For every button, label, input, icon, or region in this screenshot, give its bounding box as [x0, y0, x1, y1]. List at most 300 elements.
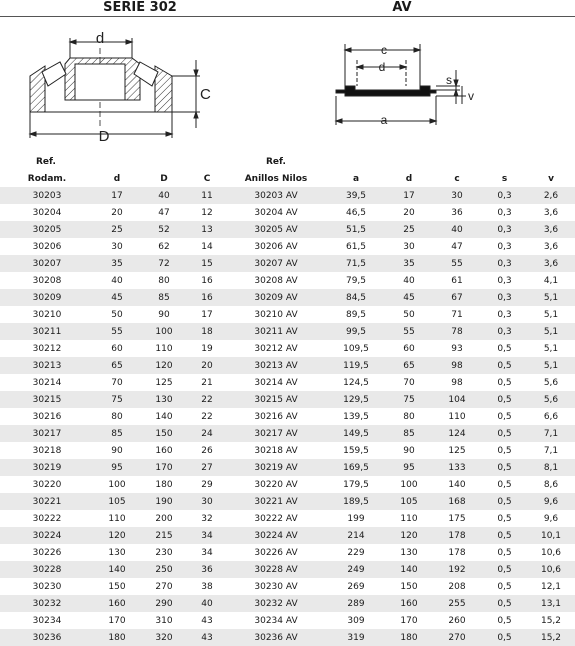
- table-cell: 50: [403, 309, 415, 320]
- table-cell: 139,5: [343, 411, 369, 422]
- table-cell: 95: [111, 462, 123, 473]
- table-row: [0, 357, 575, 374]
- table-cell: 85: [403, 428, 415, 439]
- table-cell: 260: [448, 615, 466, 626]
- table-cell: 99,5: [345, 326, 367, 337]
- table-cell: 192: [448, 564, 466, 575]
- table-cell: 120: [155, 360, 173, 371]
- table-cell: 0,5: [497, 360, 512, 371]
- table-cell: 30207 AV: [254, 258, 298, 269]
- table-cell: 208: [448, 581, 466, 592]
- table-cell: 175: [448, 513, 466, 524]
- table-cell: 30209 AV: [254, 292, 298, 303]
- table-cell: 34: [201, 547, 213, 558]
- table-cell: 80: [403, 411, 415, 422]
- table-cell: 0,3: [497, 190, 512, 201]
- table-cell: 0,5: [497, 479, 512, 490]
- table-row: [0, 578, 575, 595]
- table-cell: 26: [201, 445, 213, 456]
- table-cell: 30205: [32, 224, 62, 235]
- column-header: a: [352, 174, 360, 184]
- table-cell: 90: [403, 445, 415, 456]
- table-cell: 79,5: [345, 275, 367, 286]
- table-cell: 30217 AV: [254, 428, 298, 439]
- table-cell: 60: [111, 343, 123, 354]
- table-cell: 0,5: [497, 445, 512, 456]
- table-cell: 140: [400, 564, 418, 575]
- table-cell: 34: [201, 530, 213, 541]
- table-cell: 19: [201, 343, 213, 354]
- table-cell: 20: [111, 207, 123, 218]
- dim-label-v: v: [468, 89, 474, 103]
- table-row: [0, 459, 575, 476]
- table-cell: 5,1: [543, 292, 559, 303]
- table-cell: 0,5: [497, 496, 512, 507]
- table-cell: 30236 AV: [254, 632, 298, 643]
- table-cell: 22: [201, 394, 213, 405]
- table-cell: 180: [155, 479, 173, 490]
- table-cell: 24: [201, 428, 213, 439]
- dim-label-D: D: [98, 128, 110, 145]
- table-row: [0, 442, 575, 459]
- table-cell: 62: [158, 241, 170, 252]
- column-header: c: [454, 174, 460, 184]
- table-cell: 290: [155, 598, 173, 609]
- table-cell: 30224 AV: [254, 530, 298, 541]
- table-cell: 269: [347, 581, 365, 592]
- table-cell: 5,1: [543, 309, 559, 320]
- table-cell: 104: [448, 394, 466, 405]
- table-cell: 9,6: [543, 513, 559, 524]
- table-row: [0, 510, 575, 527]
- table-cell: 229: [347, 547, 365, 558]
- table-cell: 0,3: [497, 224, 512, 235]
- table-cell: 90: [158, 309, 170, 320]
- table-cell: 30: [111, 241, 123, 252]
- table-cell: 180: [108, 632, 126, 643]
- table-cell: 6,6: [543, 411, 559, 422]
- table-cell: 30205 AV: [254, 224, 298, 235]
- table-cell: 45: [403, 292, 415, 303]
- table-cell: 12: [201, 207, 213, 218]
- bearing-drawing: [30, 38, 200, 138]
- table-cell: 30: [201, 496, 213, 507]
- table-cell: 8,1: [543, 462, 559, 473]
- table-cell: 25: [111, 224, 123, 235]
- table-cell: 0,5: [497, 462, 512, 473]
- table-cell: 125: [448, 445, 466, 456]
- table-cell: 150: [400, 581, 418, 592]
- table-row: [0, 340, 575, 357]
- table-cell: 55: [403, 326, 415, 337]
- table-cell: 65: [111, 360, 123, 371]
- table-cell: 20: [201, 360, 213, 371]
- table-cell: 30216 AV: [254, 411, 298, 422]
- table-cell: 5,1: [543, 360, 559, 371]
- table-row: [0, 544, 575, 561]
- table-cell: 100: [108, 479, 126, 490]
- table-cell: 110: [155, 343, 173, 354]
- table-cell: 30226: [32, 547, 62, 558]
- table-cell: 140: [108, 564, 126, 575]
- table-row: [0, 255, 575, 272]
- table-cell: 189,5: [343, 496, 369, 507]
- table-row: [0, 425, 575, 442]
- table-row: [0, 204, 575, 221]
- ref-label-left: Ref.: [36, 157, 56, 167]
- table-cell: 43: [201, 632, 213, 643]
- table-cell: 2,6: [543, 190, 559, 201]
- table-cell: 150: [155, 428, 173, 439]
- table-cell: 22: [201, 411, 213, 422]
- table-cell: 30221 AV: [254, 496, 298, 507]
- table-cell: 130: [108, 547, 126, 558]
- table-cell: 7,1: [543, 445, 559, 456]
- ref-label-right: Ref.: [266, 157, 286, 167]
- table-cell: 160: [400, 598, 418, 609]
- table-cell: 40: [201, 598, 213, 609]
- table-cell: 30206: [32, 241, 62, 252]
- table-cell: 120: [400, 530, 418, 541]
- table-cell: 168: [448, 496, 466, 507]
- table-cell: 30232: [32, 598, 62, 609]
- table-cell: 109,5: [343, 343, 369, 354]
- table-row: [0, 306, 575, 323]
- table-cell: 0,3: [497, 258, 512, 269]
- column-header: v: [548, 174, 554, 184]
- technical-drawings: [0, 0, 575, 155]
- table-cell: 30222: [32, 513, 62, 524]
- table-cell: 36: [451, 207, 463, 218]
- table-cell: 0,5: [497, 530, 512, 541]
- table-cell: 30226 AV: [254, 547, 298, 558]
- table-cell: 129,5: [343, 394, 369, 405]
- table-cell: 3,6: [543, 207, 559, 218]
- table-cell: 170: [155, 462, 173, 473]
- table-cell: 16: [201, 292, 213, 303]
- table-cell: 130: [400, 547, 418, 558]
- table-cell: 0,5: [497, 394, 512, 405]
- table-cell: 270: [155, 581, 173, 592]
- table-row: [0, 527, 575, 544]
- table-cell: 180: [400, 632, 418, 643]
- table-cell: 30212 AV: [254, 343, 298, 354]
- table-cell: 3,6: [543, 241, 559, 252]
- table-cell: 72: [158, 258, 170, 269]
- table-cell: 30220 AV: [254, 479, 298, 490]
- table-cell: 30216: [32, 411, 62, 422]
- table-cell: 30215 AV: [254, 394, 298, 405]
- table-cell: 124: [448, 428, 466, 439]
- table-row: [0, 612, 575, 629]
- table-cell: 0,5: [497, 428, 512, 439]
- table-cell: 11: [201, 190, 213, 201]
- table-cell: 17: [403, 190, 415, 201]
- table-cell: 5,6: [543, 394, 559, 405]
- table-cell: 150: [108, 581, 126, 592]
- table-cell: 140: [448, 479, 466, 490]
- table-cell: 55: [451, 258, 463, 269]
- column-header: Anillos Nilos: [244, 174, 308, 184]
- table-row: [0, 187, 575, 204]
- table-cell: 40: [403, 275, 415, 286]
- table-cell: 27: [201, 462, 213, 473]
- table-cell: 70: [111, 377, 123, 388]
- table-cell: 200: [155, 513, 173, 524]
- table-cell: 15,2: [540, 615, 562, 626]
- table-cell: 30222 AV: [254, 513, 298, 524]
- table-cell: 84,5: [345, 292, 367, 303]
- table-cell: 100: [155, 326, 173, 337]
- table-cell: 105: [400, 496, 418, 507]
- dim-label-C: C: [200, 86, 211, 103]
- table-cell: 320: [155, 632, 173, 643]
- table-cell: 30214 AV: [254, 377, 298, 388]
- table-cell: 0,5: [497, 513, 512, 524]
- table-cell: 75: [403, 394, 415, 405]
- table-cell: 30204: [32, 207, 62, 218]
- table-cell: 65: [403, 360, 415, 371]
- table-cell: 0,5: [497, 615, 512, 626]
- table-cell: 30211: [32, 326, 62, 337]
- table-cell: 178: [448, 530, 466, 541]
- table-cell: 40: [111, 275, 123, 286]
- table-cell: 52: [158, 224, 170, 235]
- table-cell: 39,5: [345, 190, 367, 201]
- table-cell: 30230 AV: [254, 581, 298, 592]
- table-cell: 71: [451, 309, 463, 320]
- table-cell: 61,5: [345, 241, 367, 252]
- table-row: [0, 323, 575, 340]
- table-cell: 124,5: [343, 377, 369, 388]
- table-cell: 30218 AV: [254, 445, 298, 456]
- table-cell: 29: [201, 479, 213, 490]
- table-cell: 30224: [32, 530, 62, 541]
- table-cell: 14: [201, 241, 213, 252]
- table-cell: 30214: [32, 377, 62, 388]
- table-cell: 4,1: [543, 275, 559, 286]
- table-cell: 30208 AV: [254, 275, 298, 286]
- table-cell: 45: [111, 292, 123, 303]
- table-cell: 89,5: [345, 309, 367, 320]
- table-cell: 140: [155, 411, 173, 422]
- table-cell: 16: [201, 275, 213, 286]
- table-cell: 30236: [32, 632, 62, 643]
- table-cell: 30215: [32, 394, 62, 405]
- table-cell: 10,6: [540, 547, 562, 558]
- table-cell: 40: [158, 190, 170, 201]
- table-cell: 110: [448, 411, 466, 422]
- table-cell: 5,1: [543, 343, 559, 354]
- table-cell: 30218: [32, 445, 62, 456]
- table-cell: 3,6: [543, 224, 559, 235]
- table-cell: 60: [403, 343, 415, 354]
- table-cell: 30220: [32, 479, 62, 490]
- table-cell: 21: [201, 377, 213, 388]
- table-cell: 18: [201, 326, 213, 337]
- table-cell: 30203: [32, 190, 62, 201]
- table-cell: 7,1: [543, 428, 559, 439]
- table-cell: 149,5: [343, 428, 369, 439]
- table-cell: 98: [451, 377, 463, 388]
- table-cell: 125: [155, 377, 173, 388]
- table-cell: 30209: [32, 292, 62, 303]
- table-cell: 71,5: [345, 258, 367, 269]
- table-cell: 120: [108, 530, 126, 541]
- table-cell: 40: [451, 224, 463, 235]
- table-row: [0, 221, 575, 238]
- table-cell: 30234: [32, 615, 62, 626]
- table-cell: 35: [403, 258, 415, 269]
- dim-label-a: a: [380, 113, 388, 127]
- table-cell: 30213 AV: [254, 360, 298, 371]
- table-cell: 85: [111, 428, 123, 439]
- table-cell: 0,5: [497, 377, 512, 388]
- table-cell: 5,1: [543, 326, 559, 337]
- table-cell: 119,5: [343, 360, 369, 371]
- table-cell: 85: [158, 292, 170, 303]
- table-cell: 35: [111, 258, 123, 269]
- table-cell: 61: [451, 275, 463, 286]
- table-cell: 30208: [32, 275, 62, 286]
- dim-label-c: c: [381, 43, 387, 57]
- table-cell: 179,5: [343, 479, 369, 490]
- table-cell: 36: [201, 564, 213, 575]
- table-cell: 13,1: [540, 598, 562, 609]
- table-cell: 32: [201, 513, 213, 524]
- table-cell: 215: [155, 530, 173, 541]
- table-cell: 30228: [32, 564, 62, 575]
- table-cell: 0,5: [497, 632, 512, 643]
- table-cell: 159,5: [343, 445, 369, 456]
- table-header-row: [0, 171, 575, 187]
- table-cell: 12,1: [540, 581, 562, 592]
- table-cell: 30219: [32, 462, 62, 473]
- table-cell: 15: [201, 258, 213, 269]
- table-cell: 249: [347, 564, 365, 575]
- table-cell: 319: [347, 632, 365, 643]
- table-cell: 50: [111, 309, 123, 320]
- table-cell: 0,3: [497, 241, 512, 252]
- column-header: d: [405, 174, 413, 184]
- table-cell: 30210 AV: [254, 309, 298, 320]
- table-cell: 30230: [32, 581, 62, 592]
- table-cell: 47: [451, 241, 463, 252]
- table-cell: 309: [347, 615, 365, 626]
- table-cell: 190: [155, 496, 173, 507]
- table-cell: 43: [201, 615, 213, 626]
- table-cell: 310: [155, 615, 173, 626]
- column-header: D: [160, 174, 168, 184]
- dimensions-table: [0, 171, 575, 646]
- table-cell: 133: [448, 462, 466, 473]
- table-cell: 90: [111, 445, 123, 456]
- table-cell: 38: [201, 581, 213, 592]
- table-cell: 30217: [32, 428, 62, 439]
- table-cell: 10,1: [540, 530, 562, 541]
- table-cell: 255: [448, 598, 466, 609]
- table-cell: 8,6: [543, 479, 559, 490]
- table-cell: 30211 AV: [254, 326, 298, 337]
- table-cell: 20: [403, 207, 415, 218]
- table-cell: 25: [403, 224, 415, 235]
- table-cell: 30234 AV: [254, 615, 298, 626]
- table-cell: 160: [155, 445, 173, 456]
- table-cell: 30210: [32, 309, 62, 320]
- table-cell: 30203 AV: [254, 190, 298, 201]
- table-row: [0, 629, 575, 646]
- table-cell: 17: [111, 190, 123, 201]
- table-row: [0, 493, 575, 510]
- table-cell: 17: [201, 309, 213, 320]
- table-cell: 67: [451, 292, 463, 303]
- table-cell: 5,6: [543, 377, 559, 388]
- table-cell: 30: [451, 190, 463, 201]
- table-cell: 30228 AV: [254, 564, 298, 575]
- table-cell: 169,5: [343, 462, 369, 473]
- table-cell: 199: [347, 513, 365, 524]
- table-cell: 0,3: [497, 275, 512, 286]
- table-cell: 0,3: [497, 292, 512, 303]
- column-header: C: [203, 174, 211, 184]
- table-cell: 80: [158, 275, 170, 286]
- table-cell: 10,6: [540, 564, 562, 575]
- table-cell: 250: [155, 564, 173, 575]
- table-cell: 0,5: [497, 343, 512, 354]
- table-cell: 270: [448, 632, 466, 643]
- table-cell: 0,5: [497, 564, 512, 575]
- table-cell: 170: [108, 615, 126, 626]
- table-cell: 15,2: [540, 632, 562, 643]
- table-cell: 160: [108, 598, 126, 609]
- table-cell: 110: [400, 513, 418, 524]
- table-cell: 214: [347, 530, 365, 541]
- table-cell: 51,5: [345, 224, 367, 235]
- dim-label-d: d: [95, 30, 105, 47]
- column-header: d: [113, 174, 121, 184]
- table-cell: 0,5: [497, 581, 512, 592]
- table-cell: 100: [400, 479, 418, 490]
- table-cell: 98: [451, 360, 463, 371]
- column-header: s: [501, 174, 508, 184]
- table-cell: 170: [400, 615, 418, 626]
- table-cell: 78: [451, 326, 463, 337]
- table-row: [0, 289, 575, 306]
- series-title: SERIE 302: [103, 0, 177, 15]
- table-cell: 110: [108, 513, 126, 524]
- table-cell: 0,3: [497, 309, 512, 320]
- av-title: AV: [392, 0, 412, 15]
- table-cell: 95: [403, 462, 415, 473]
- table-cell: 3,6: [543, 258, 559, 269]
- table-cell: 30232 AV: [254, 598, 298, 609]
- table-cell: 0,5: [497, 598, 512, 609]
- table-row: [0, 476, 575, 493]
- table-cell: 46,5: [345, 207, 367, 218]
- table-cell: 30: [403, 241, 415, 252]
- column-header: Rodam.: [27, 174, 67, 184]
- table-cell: 130: [155, 394, 173, 405]
- table-cell: 0,5: [497, 411, 512, 422]
- table-cell: 70: [403, 377, 415, 388]
- table-body: [0, 187, 575, 646]
- table-row: [0, 374, 575, 391]
- table-cell: 230: [155, 547, 173, 558]
- table-cell: 0,5: [497, 547, 512, 558]
- table-row: [0, 408, 575, 425]
- table-cell: 30221: [32, 496, 62, 507]
- table-cell: 9,6: [543, 496, 559, 507]
